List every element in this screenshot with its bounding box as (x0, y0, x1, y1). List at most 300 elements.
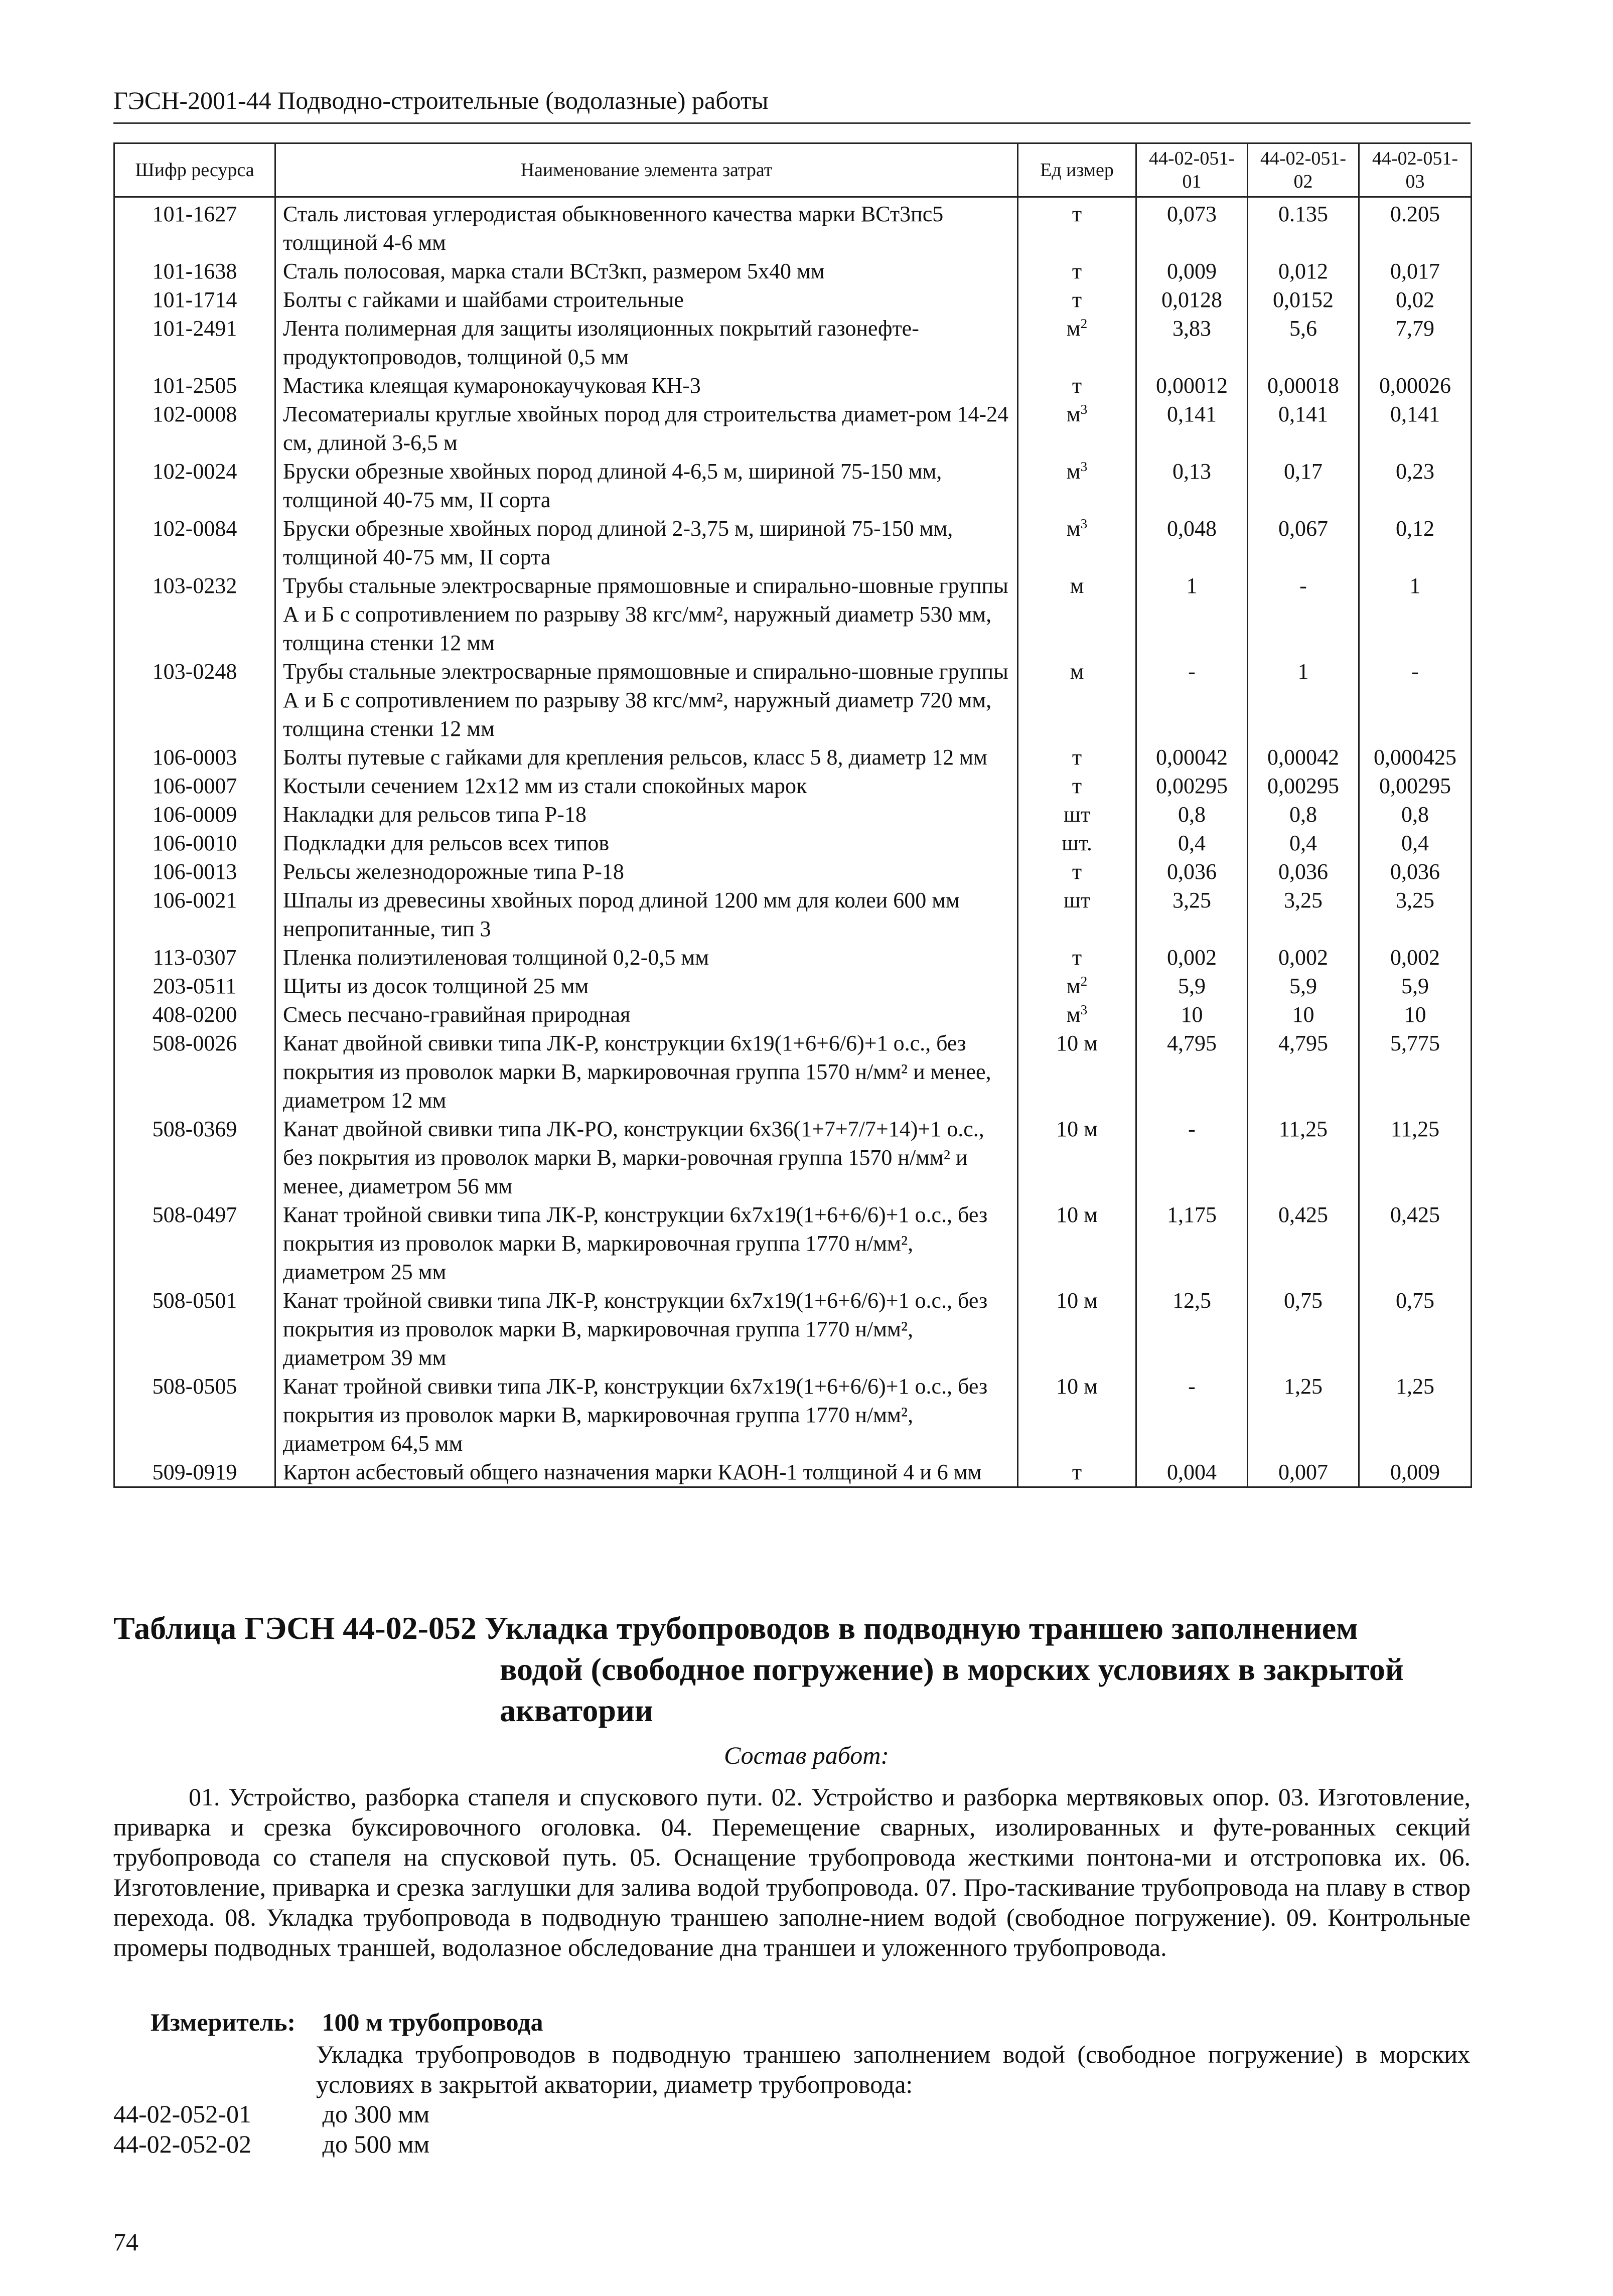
cell-unit (1018, 1029, 1136, 1115)
cell-code-text: 508-0505 (152, 1374, 237, 1399)
table-row (114, 1458, 1472, 1487)
cell-unit-text: м (1070, 573, 1084, 598)
cell-051-03-text: 0,23 (1396, 459, 1434, 484)
cell-unit (1018, 1115, 1136, 1200)
cell-name-text: Трубы стальные электросварные прямошовные и спирально-шовные группы А и Б с сопротивлением по разрыву 38 кгс/мм², наружный диаметр 530 мм, толщина стенки 12 мм (283, 573, 1008, 655)
table-row (114, 1286, 1472, 1372)
cell-051-01 (1136, 772, 1248, 800)
cell-051-01-text: 1 (1186, 573, 1198, 598)
unit-superscript: 3 (1080, 516, 1088, 531)
cell-051-02 (1248, 571, 1359, 657)
table-row (114, 772, 1472, 800)
table-row (114, 857, 1472, 886)
cell-code-text: 102-0008 (152, 402, 237, 426)
cell-051-02-text: 0,8 (1289, 802, 1317, 827)
cell-051-01-text: 0,002 (1167, 945, 1217, 970)
table-caption (113, 1608, 1471, 1731)
table-row (114, 743, 1472, 772)
cell-name-text: Лесоматериалы круглые хвойных пород для строительства диамет-ром 14-24 см, длиной 3-6,5 м (283, 402, 1009, 455)
cell-051-03-text: 3,25 (1396, 888, 1434, 912)
cell-051-01-text: 0,8 (1178, 802, 1206, 827)
cell-051-03-text: 0,02 (1396, 287, 1434, 312)
table-row (114, 657, 1472, 743)
cell-051-03-text: 5,9 (1401, 974, 1429, 998)
cell-unit-text: т (1072, 373, 1082, 398)
cell-051-03 (1359, 943, 1472, 972)
cell-051-03-text: 0,425 (1390, 1202, 1440, 1227)
cell-name-text: Костыли сечением 12х12 мм из стали спокойных марок (283, 774, 807, 798)
cell-code (114, 457, 275, 514)
cell-name-text: Канат двойной свивки типа ЛК-Р, конструкции 6х19(1+6+6/6)+1 о.с., без покрытия из проволок марки В, маркировочная группа 1570 н/мм² и менее, диаметром 12 мм (283, 1031, 991, 1113)
cell-name (275, 1029, 1018, 1115)
cell-051-03 (1359, 1029, 1472, 1115)
cell-051-02-text: 0,007 (1278, 1460, 1328, 1484)
cell-051-03 (1359, 972, 1472, 1000)
variant-row (113, 2129, 429, 2159)
cell-unit (1018, 1200, 1136, 1286)
cell-name (275, 1286, 1018, 1372)
cell-051-01-text: 0,0128 (1161, 287, 1222, 312)
cell-051-02-text: 1,25 (1284, 1374, 1323, 1399)
cell-unit-text: шт (1063, 888, 1091, 912)
cell-name (275, 1372, 1018, 1458)
cell-unit-text: 10 м (1056, 1031, 1098, 1055)
cell-unit (1018, 285, 1136, 314)
cell-unit-text: 10 м (1056, 1117, 1098, 1141)
table-row (114, 314, 1472, 371)
cell-051-01-text: 3,83 (1172, 316, 1211, 341)
cell-code (114, 657, 275, 743)
cell-code-text: 106-0010 (152, 831, 237, 855)
cell-name (275, 829, 1018, 857)
cell-051-03-text: 0,141 (1390, 402, 1440, 426)
cell-051-01 (1136, 457, 1248, 514)
cell-051-01 (1136, 571, 1248, 657)
cell-unit-text: т (1072, 859, 1082, 884)
table-row (114, 197, 1472, 257)
table-row (114, 1115, 1472, 1200)
table-body (114, 197, 1472, 1487)
cell-051-01 (1136, 285, 1248, 314)
cell-051-01 (1136, 1286, 1248, 1372)
cell-051-01-text: 5,9 (1178, 974, 1206, 998)
cell-code-text: 106-0021 (152, 888, 237, 912)
cell-051-02 (1248, 457, 1359, 514)
cell-051-02-text: 10 (1292, 1002, 1314, 1027)
cell-051-02-text: 0.135 (1278, 202, 1328, 226)
cell-code-text: 203-0511 (153, 974, 237, 998)
cell-051-01 (1136, 1200, 1248, 1286)
cell-051-03 (1359, 857, 1472, 886)
cell-unit (1018, 1000, 1136, 1029)
cell-051-02-text: 0,00042 (1267, 745, 1339, 770)
cell-code-text: 508-0497 (152, 1202, 237, 1227)
cell-051-03-text: 10 (1404, 1002, 1426, 1027)
cell-unit (1018, 1286, 1136, 1372)
table-row (114, 1200, 1472, 1286)
cell-code-text: 102-0084 (152, 516, 237, 541)
cell-051-01-text: 12,5 (1172, 1288, 1211, 1313)
cell-051-01 (1136, 857, 1248, 886)
variant-description: Укладка трубопроводов в подводную траншею заполнением водой (свободное погружение) в морских условиях в закрытой акватории, диаметр трубопровода: (316, 2040, 1470, 2098)
cell-name (275, 371, 1018, 400)
cell-unit-text: м (1066, 516, 1081, 541)
cell-name-text: Рельсы железнодорожные типа Р-18 (283, 859, 624, 884)
cell-name (275, 857, 1018, 886)
cell-051-02 (1248, 514, 1359, 571)
cell-code-text: 101-1714 (152, 287, 237, 312)
cell-051-03-text: 0.205 (1390, 202, 1440, 226)
cell-name (275, 800, 1018, 829)
cell-unit-text: м (1066, 402, 1081, 426)
cell-unit (1018, 400, 1136, 457)
cell-unit (1018, 829, 1136, 857)
cell-unit (1018, 197, 1136, 257)
cell-unit (1018, 371, 1136, 400)
table-row (114, 1029, 1472, 1115)
cell-051-02 (1248, 1286, 1359, 1372)
cell-051-01 (1136, 943, 1248, 972)
cell-code (114, 1000, 275, 1029)
cell-051-02 (1248, 1115, 1359, 1200)
cell-051-02-text: 0,141 (1278, 402, 1328, 426)
unit-superscript: 3 (1080, 402, 1088, 417)
cell-code (114, 1286, 275, 1372)
cell-051-02-text: 4,795 (1278, 1031, 1328, 1055)
cell-051-01-text: 0,13 (1172, 459, 1211, 484)
cell-name (275, 657, 1018, 743)
table-row (114, 285, 1472, 314)
cell-unit-text: м (1070, 659, 1084, 684)
cell-name-text: Лента полимерная для защиты изоляционных покрытий газонефте-продуктопроводов, толщиной 0,5 мм (283, 316, 919, 369)
cell-051-02 (1248, 400, 1359, 457)
cell-051-02-text: 0,17 (1284, 459, 1323, 484)
cell-name-text: Бруски обрезные хвойных пород длиной 4-6,5 м, шириной 75-150 мм, толщиной 40-75 мм, II сорта (283, 459, 942, 512)
cell-051-02 (1248, 1200, 1359, 1286)
cell-051-01-text: 0,048 (1167, 516, 1217, 541)
cell-unit-text: 10 м (1056, 1202, 1098, 1227)
cell-unit-text: 10 м (1056, 1374, 1098, 1399)
works-heading: Состав работ: (723, 1741, 890, 1769)
cell-code-text: 508-0501 (152, 1288, 237, 1313)
cell-051-02-text: 5,9 (1289, 974, 1317, 998)
meter-value: 100 м трубопровода (322, 2008, 543, 2036)
cell-051-01-text: 10 (1181, 1002, 1203, 1027)
cell-code (114, 857, 275, 886)
meter (151, 2008, 543, 2037)
cell-051-03 (1359, 197, 1472, 257)
cell-051-02-text: 0,75 (1284, 1288, 1323, 1313)
cell-code (114, 1372, 275, 1458)
cell-051-01 (1136, 829, 1248, 857)
cell-051-02 (1248, 886, 1359, 943)
cell-code-text: 101-2491 (152, 316, 237, 341)
caption-line-1: Таблица ГЭСН 44-02-052 Укладка трубопроводов в подводную траншею заполнением (113, 1610, 1358, 1646)
cell-name (275, 314, 1018, 371)
cell-code (114, 314, 275, 371)
cell-code (114, 1029, 275, 1115)
cell-051-01 (1136, 972, 1248, 1000)
cell-051-03-text: 0,75 (1396, 1288, 1434, 1313)
cell-051-03-text: 1,25 (1396, 1374, 1434, 1399)
cell-unit-text: т (1072, 287, 1082, 312)
cell-code (114, 514, 275, 571)
cell-051-03 (1359, 1200, 1472, 1286)
cell-unit (1018, 571, 1136, 657)
cell-051-01 (1136, 886, 1248, 943)
cell-051-02 (1248, 197, 1359, 257)
table-row (114, 571, 1472, 657)
cell-051-03 (1359, 285, 1472, 314)
cell-051-03-text: 11,25 (1390, 1117, 1440, 1141)
cell-051-03 (1359, 1372, 1472, 1458)
meter-label: Измеритель: (151, 2008, 296, 2036)
table-row (114, 257, 1472, 285)
cell-051-01 (1136, 1000, 1248, 1029)
cell-code (114, 285, 275, 314)
table-row (114, 943, 1472, 972)
cell-code-text: 101-1638 (152, 259, 237, 283)
cell-051-03 (1359, 829, 1472, 857)
cell-name (275, 886, 1018, 943)
cell-051-03-text: 7,79 (1396, 316, 1434, 341)
cell-051-01 (1136, 1115, 1248, 1200)
cell-unit (1018, 857, 1136, 886)
cell-051-02 (1248, 800, 1359, 829)
cell-051-02 (1248, 943, 1359, 972)
variant-label: до 500 мм (322, 2130, 430, 2158)
cell-051-03 (1359, 314, 1472, 371)
cell-code-text: 103-0232 (152, 573, 237, 598)
table-row (114, 514, 1472, 571)
cell-unit-text: т (1072, 945, 1082, 970)
cell-051-02 (1248, 657, 1359, 743)
table-row (114, 1372, 1472, 1458)
cell-051-02 (1248, 314, 1359, 371)
cell-unit-text: шт (1063, 802, 1091, 827)
cell-051-01 (1136, 800, 1248, 829)
cell-051-03-text: 0,009 (1390, 1460, 1440, 1484)
cell-code-text: 106-0003 (152, 745, 237, 770)
variant-code: 44-02-052-02 (113, 2130, 251, 2158)
cell-051-02-text: 0,012 (1278, 259, 1328, 283)
table-header-row (114, 143, 1472, 197)
cell-051-02 (1248, 1458, 1359, 1487)
unit-superscript: 2 (1080, 974, 1088, 989)
cell-051-03 (1359, 657, 1472, 743)
cell-051-03 (1359, 400, 1472, 457)
cell-051-03 (1359, 457, 1472, 514)
col-header-051-03: 44-02-051-03 (1359, 143, 1472, 197)
unit-superscript: 3 (1080, 459, 1088, 474)
cell-051-02 (1248, 371, 1359, 400)
cell-051-01 (1136, 743, 1248, 772)
cell-051-03 (1359, 772, 1472, 800)
cell-051-03 (1359, 514, 1472, 571)
cell-051-01 (1136, 657, 1248, 743)
cell-051-03 (1359, 743, 1472, 772)
cell-051-03-text: 0,12 (1396, 516, 1434, 541)
cell-051-03-text: 0,002 (1390, 945, 1440, 970)
page-number: 74 (113, 2228, 138, 2256)
cell-051-02-text: 0,036 (1278, 859, 1328, 884)
cell-unit-text: м (1066, 974, 1081, 998)
cell-051-01 (1136, 1372, 1248, 1458)
cell-051-01-text: - (1188, 1117, 1196, 1141)
cell-unit-text: т (1072, 774, 1082, 798)
cell-051-02-text: 0,067 (1278, 516, 1328, 541)
cell-unit (1018, 800, 1136, 829)
cell-051-01-text: 0,4 (1178, 831, 1206, 855)
cell-name (275, 197, 1018, 257)
cell-051-03 (1359, 571, 1472, 657)
cell-name-text: Болты путевые с гайками для крепления рельсов, класс 5 8, диаметр 12 мм (283, 745, 987, 770)
col-header-unit: Ед измер (1018, 143, 1136, 197)
col-header-name: Наименование элемента затрат (275, 143, 1018, 197)
cell-code (114, 1200, 275, 1286)
cell-051-02-text: 0,0152 (1273, 287, 1334, 312)
cell-name-text: Смесь песчано-гравийная природная (283, 1002, 631, 1027)
cell-unit-text: 10 м (1056, 1288, 1098, 1313)
cell-unit-text: м (1066, 459, 1081, 484)
cell-051-03-text: 5,775 (1390, 1031, 1440, 1055)
cell-code-text: 106-0009 (152, 802, 237, 827)
cell-051-01 (1136, 400, 1248, 457)
cell-051-01-text: 0,073 (1167, 202, 1217, 226)
col-header-code: Шифр ресурса (114, 143, 275, 197)
col-header-051-01: 44-02-051-01 (1136, 143, 1248, 197)
cell-051-01 (1136, 1029, 1248, 1115)
cell-unit-text: шт. (1062, 831, 1092, 855)
cell-name (275, 1000, 1018, 1029)
variant-row (113, 2099, 429, 2128)
cell-unit (1018, 457, 1136, 514)
cell-unit-text: т (1072, 202, 1082, 226)
cell-code-text: 508-0369 (152, 1117, 237, 1141)
cell-name-text: Пленка полиэтиленовая толщиной 0,2-0,5 мм (283, 945, 709, 970)
resource-table (113, 142, 1472, 1488)
cell-unit (1018, 1458, 1136, 1487)
unit-superscript: 2 (1080, 316, 1088, 331)
cell-051-02 (1248, 972, 1359, 1000)
col-header-051-02: 44-02-051-02 (1248, 143, 1359, 197)
cell-unit (1018, 972, 1136, 1000)
cell-code-text: 103-0248 (152, 659, 237, 684)
cell-051-02 (1248, 829, 1359, 857)
cell-051-01-text: - (1188, 1374, 1196, 1399)
cell-051-01-text: 1,175 (1167, 1202, 1217, 1227)
cell-051-02 (1248, 257, 1359, 285)
cell-code (114, 371, 275, 400)
cell-unit (1018, 1372, 1136, 1458)
cell-name-text: Шпалы из древесины хвойных пород длиной 1200 мм для колеи 600 мм непропитанные, тип 3 (283, 888, 960, 941)
cell-name-text: Канат двойной свивки типа ЛК-РО, конструкции 6х36(1+7+7/7+14)+1 о.с., без покрытия из проволок марки В, марки-ровочная группа 1570 н/мм² и менее, диаметром 56 мм (283, 1117, 984, 1198)
cell-name-text: Щиты из досок толщиной 25 мм (283, 974, 589, 998)
cell-name (275, 514, 1018, 571)
cell-051-02 (1248, 743, 1359, 772)
cell-051-03-text: 0,036 (1390, 859, 1440, 884)
works-text: 01. Устройство, разборка стапеля и спускового пути. 02. Устройство и разборка мертвяковых опор. 03. Изготовление, приварка и срезка буксировочного оголовка. 04. Перемещение сварных, изолированных и футе-рованных секций трубопровода со стапеля на спусковой путь. 05. Оснащение трубопровода жесткими понтона-ми и отстроповка их. 06. Изготовление, приварка и срезка заглушки для залива водой трубопровода. 07. Про-таскивание трубопровода на плаву в створ перехода. 08. Укладка трубопровода в подводную траншею заполне-нием водой (свободное погружение). 09. Контрольные промеры подводных траншей, водолазное обследование дна траншеи и уложенного трубопровода. (113, 1783, 1471, 1961)
cell-051-01-text: 0,036 (1167, 859, 1217, 884)
cell-051-02 (1248, 1029, 1359, 1115)
cell-051-02 (1248, 1000, 1359, 1029)
cell-051-01 (1136, 314, 1248, 371)
cell-051-01 (1136, 1458, 1248, 1487)
cell-code-text: 113-0307 (153, 945, 237, 970)
caption-line-2: водой (свободное погружение) в морских условиях в закрытой (500, 1651, 1404, 1687)
cell-051-02-text: 3,25 (1284, 888, 1323, 912)
cell-051-02 (1248, 772, 1359, 800)
cell-name (275, 972, 1018, 1000)
cell-unit-text: т (1072, 745, 1082, 770)
table-row (114, 800, 1472, 829)
cell-name-text: Картон асбестовый общего назначения марки КАОН-1 толщиной 4 и 6 мм (283, 1460, 982, 1484)
cell-name-text: Бруски обрезные хвойных пород длиной 2-3,75 м, шириной 75-150 мм, толщиной 40-75 мм, II сорта (283, 516, 953, 569)
cell-051-03-text: - (1411, 659, 1419, 684)
cell-name (275, 743, 1018, 772)
cell-name-text: Канат тройной свивки типа ЛК-Р, конструкции 6х7х19(1+6+6/6)+1 о.с., без покрытия из проволок марки В, маркировочная группа 1770 н/мм², диаметром 64,5 мм (283, 1374, 988, 1456)
cell-051-03-text: 0,000425 (1374, 745, 1456, 770)
cell-051-01 (1136, 257, 1248, 285)
cell-051-02-text: 0,4 (1289, 831, 1317, 855)
table-row (114, 972, 1472, 1000)
cell-code-text: 509-0919 (152, 1460, 237, 1484)
variant-code: 44-02-052-01 (113, 2100, 251, 2128)
cell-name-text: Сталь листовая углеродистая обыкновенного качества марки ВСт3пс5 толщиной 4-6 мм (283, 202, 944, 255)
cell-051-01-text: 3,25 (1172, 888, 1211, 912)
unit-superscript: 3 (1080, 1002, 1088, 1017)
cell-051-03 (1359, 371, 1472, 400)
cell-051-03 (1359, 800, 1472, 829)
cell-name (275, 943, 1018, 972)
cell-051-01 (1136, 371, 1248, 400)
cell-051-03 (1359, 1115, 1472, 1200)
cell-code (114, 800, 275, 829)
cell-051-01-text: 4,795 (1167, 1031, 1217, 1055)
cell-code (114, 943, 275, 972)
cell-code (114, 772, 275, 800)
cell-051-01 (1136, 514, 1248, 571)
cell-unit (1018, 514, 1136, 571)
cell-unit-text: т (1072, 259, 1082, 283)
cell-051-02-text: 1 (1297, 659, 1309, 684)
cell-code-text: 101-2505 (152, 373, 237, 398)
cell-051-03 (1359, 1286, 1472, 1372)
cell-code (114, 257, 275, 285)
cell-unit (1018, 943, 1136, 972)
cell-code-text: 408-0200 (152, 1002, 237, 1027)
cell-051-03-text: 1 (1409, 573, 1421, 598)
cell-name (275, 285, 1018, 314)
cell-unit (1018, 657, 1136, 743)
cell-051-01-text: 0,00042 (1156, 745, 1228, 770)
cell-051-02 (1248, 1372, 1359, 1458)
cell-code (114, 743, 275, 772)
cell-code (114, 400, 275, 457)
cell-051-01-text: 0,004 (1167, 1460, 1217, 1484)
cell-unit (1018, 257, 1136, 285)
cell-051-02-text: 0,002 (1278, 945, 1328, 970)
cell-name-text: Накладки для рельсов типа Р-18 (283, 802, 586, 827)
cell-051-01-text: - (1188, 659, 1196, 684)
cell-051-03-text: 0,4 (1401, 831, 1429, 855)
variant-label: до 300 мм (322, 2100, 430, 2128)
cell-051-02 (1248, 857, 1359, 886)
cell-051-03 (1359, 1458, 1472, 1487)
cell-name (275, 1200, 1018, 1286)
cell-051-01-text: 0,009 (1167, 259, 1217, 283)
cell-051-02-text: 0,00018 (1267, 373, 1339, 398)
